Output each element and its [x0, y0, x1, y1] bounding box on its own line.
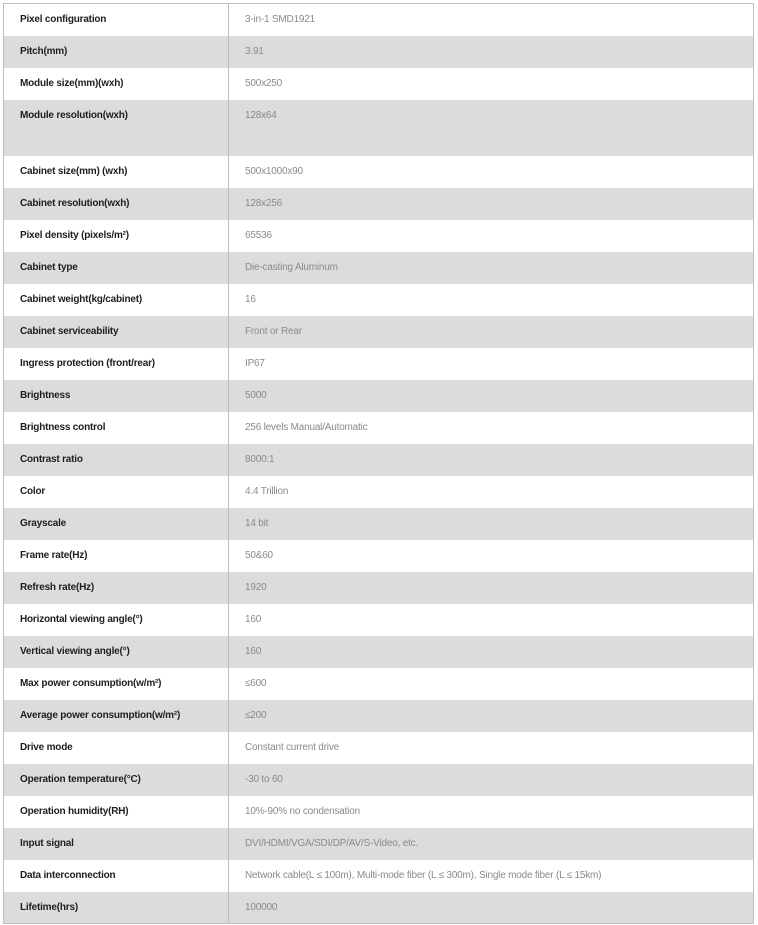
table-row	[4, 828, 754, 860]
spec-value: 256 levels Manual/Automatic	[245, 421, 368, 433]
spec-value: 500x250	[245, 77, 282, 89]
table-row	[4, 700, 754, 732]
spec-value: 8000:1	[245, 453, 275, 465]
spec-value: 3.91	[245, 45, 264, 57]
spec-label: Frame rate(Hz)	[20, 549, 88, 561]
spec-value: DVI/HDMI/VGA/SDI/DP/AV/S-Video, etc.	[245, 837, 419, 849]
table-row	[4, 220, 754, 252]
table-row	[4, 444, 754, 476]
spec-value: 3-in-1 SMD1921	[245, 14, 316, 25]
spec-value: 4.4 Trillion	[245, 485, 289, 497]
spec-value: 50&60	[245, 549, 273, 561]
spec-label: Module size(mm)(wxh)	[20, 77, 124, 89]
table-row	[4, 572, 754, 604]
spec-label: Max power consumption(w/m²)	[20, 677, 162, 689]
spec-label: Cabinet weight(kg/cabinet)	[20, 293, 143, 305]
spec-value: 5000	[245, 389, 267, 401]
spec-label: Brightness	[20, 389, 71, 401]
table-row	[4, 476, 754, 508]
spec-label: Cabinet resolution(wxh)	[20, 197, 130, 209]
spec-value: 65536	[245, 229, 272, 241]
spec-value: 100000	[245, 901, 278, 913]
spec-label: Cabinet type	[20, 261, 78, 273]
spec-label: Input signal	[20, 837, 74, 849]
table-row	[4, 796, 754, 828]
spec-label: Module resolution(wxh)	[20, 109, 128, 121]
table-row	[4, 252, 754, 284]
table-row	[4, 604, 754, 636]
table-row	[4, 380, 754, 412]
spec-label: Pixel configuration	[20, 14, 107, 25]
spec-value: 500x1000x90	[245, 165, 303, 177]
spec-value: Network cable(L ≤ 100m), Multi-mode fiber (L ≤ 300m), Single mode fiber (L ≤ 15km)	[245, 869, 602, 881]
spec-label: Average power consumption(w/m²)	[20, 709, 181, 721]
table-row	[4, 636, 754, 668]
specification-table	[3, 3, 754, 924]
spec-label: Contrast ratio	[20, 453, 83, 465]
spec-label: Operation humidity(RH)	[20, 805, 129, 817]
spec-value: ≤600	[245, 677, 267, 689]
spec-label: Pixel density (pixels/m²)	[20, 229, 129, 241]
spec-label: Lifetime(hrs)	[20, 901, 78, 913]
table-row	[4, 540, 754, 572]
table-row	[4, 348, 754, 380]
spec-label: Pitch(mm)	[20, 45, 68, 57]
spec-value: Front or Rear	[245, 325, 302, 337]
table-row	[4, 156, 754, 188]
spec-value: 16	[245, 293, 256, 305]
table-row	[4, 284, 754, 316]
spec-label: Brightness control	[20, 421, 106, 433]
table-row	[4, 100, 754, 156]
spec-label: Horizontal viewing angle(°)	[20, 613, 143, 625]
spec-label: Data interconnection	[20, 869, 116, 881]
table-row	[4, 668, 754, 700]
spec-label: Operation temperature(°C)	[20, 773, 141, 785]
table-row	[4, 36, 754, 68]
table-row	[4, 316, 754, 348]
table-row	[4, 860, 754, 892]
spec-label: Color	[20, 485, 46, 497]
spec-label: Ingress protection (front/rear)	[20, 357, 155, 369]
table-row	[4, 732, 754, 764]
spec-value: 128x64	[245, 109, 277, 121]
table-row	[4, 892, 754, 924]
table-row	[4, 412, 754, 444]
spec-label: Cabinet serviceability	[20, 325, 119, 337]
spec-value: -30 to 60	[245, 773, 283, 785]
spec-label: Grayscale	[20, 517, 67, 529]
table-row	[4, 4, 754, 36]
spec-value: Die-casting Aluminum	[245, 261, 338, 273]
table-row	[4, 508, 754, 540]
table-row	[4, 764, 754, 796]
spec-value: Constant current drive	[245, 741, 339, 753]
spec-value: ≤200	[245, 709, 267, 721]
spec-value: IP67	[245, 357, 265, 369]
spec-value: 160	[245, 645, 262, 657]
spec-value: 10%-90% no condensation	[245, 805, 360, 817]
spec-label: Drive mode	[20, 741, 73, 753]
spec-label: Refresh rate(Hz)	[20, 581, 95, 593]
spec-value: 14 bit	[245, 517, 269, 529]
spec-value: 160	[245, 613, 262, 625]
spec-value: 1920	[245, 581, 267, 593]
spec-value: 128x256	[245, 197, 282, 209]
table-row	[4, 188, 754, 220]
table-row	[4, 68, 754, 100]
spec-label: Cabinet size(mm) (wxh)	[20, 165, 128, 177]
spec-label: Vertical viewing angle(°)	[20, 645, 130, 657]
